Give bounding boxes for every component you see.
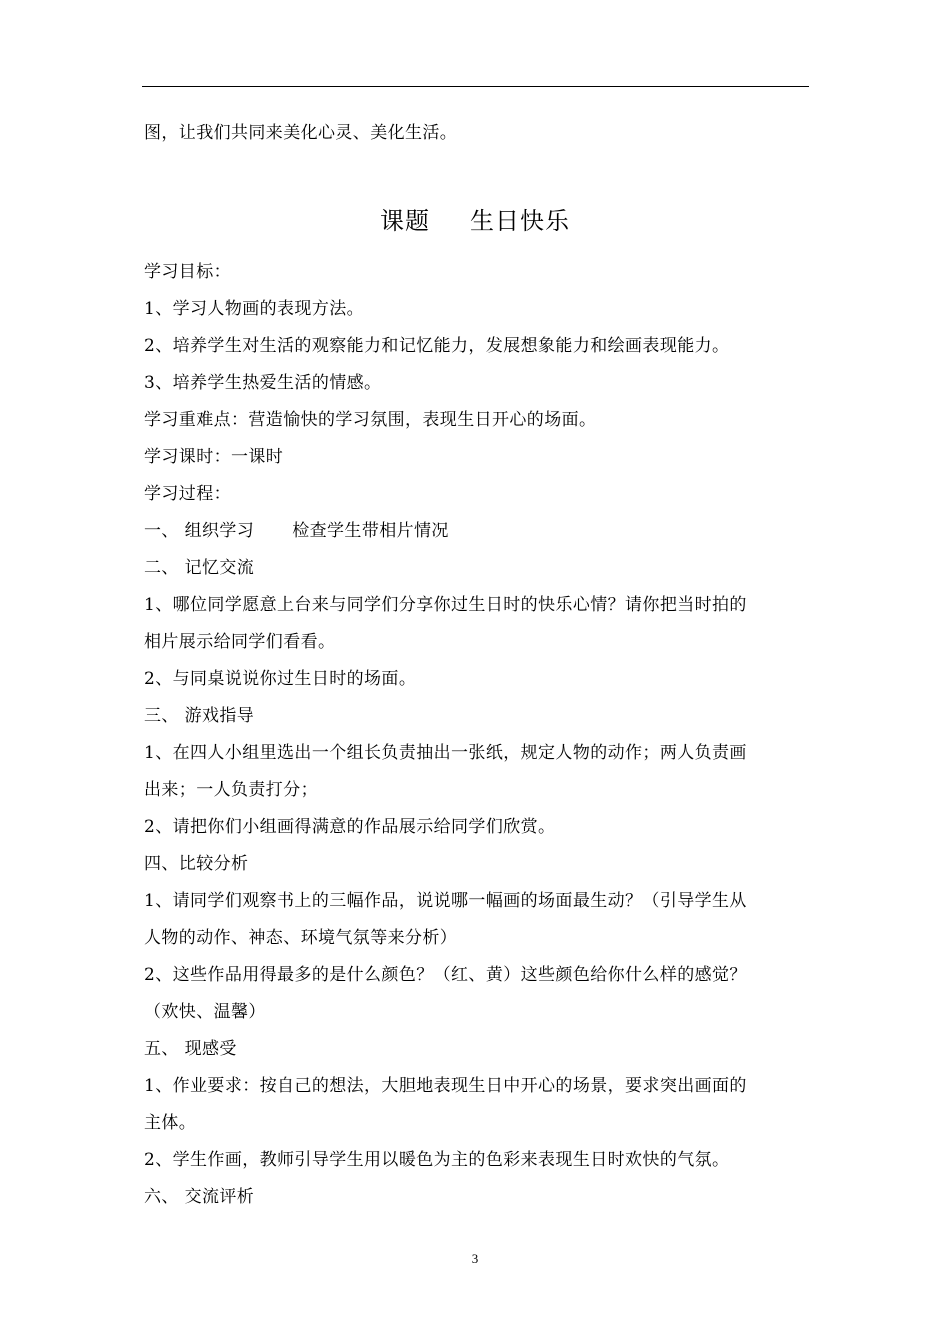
step-1-heading: 一、 组织学习 [144, 521, 255, 541]
step-1-line [144, 520, 449, 542]
body-line: （欢快、温馨） [144, 1002, 266, 1022]
step-1-detail: 检查学生带相片情况 [292, 521, 449, 541]
step-3-heading: 三、 游戏指导 [144, 706, 255, 726]
key-points: 学习重难点：营造愉快的学习氛围，表现生日开心的场面。 [144, 410, 597, 430]
class-hours: 学习课时：一课时 [144, 447, 284, 467]
lesson-title [0, 206, 950, 236]
objective-3: 3、培养学生热爱生活的情感。 [144, 373, 382, 393]
step-2-heading: 二、 记忆交流 [144, 558, 255, 578]
body-line: 1、作业要求：按自己的想法，大胆地表现生日中开心的场景，要求突出画面的 [144, 1076, 747, 1096]
body-line: 相片展示给同学们看看。 [144, 632, 336, 652]
body-line: 1、请同学们观察书上的三幅作品，说说哪一幅画的场面最生动？（引导学生从 [144, 891, 747, 911]
body-line: 2、请把你们小组画得满意的作品展示给同学们欣赏。 [144, 817, 556, 837]
body-line: 2、学生作画，教师引导学生用以暖色为主的色彩来表现生日时欢快的气氛。 [144, 1150, 730, 1170]
objectives-heading: 学习目标： [144, 262, 231, 282]
body-line: 2、与同桌说说你过生日时的场面。 [144, 669, 417, 689]
body-line: 主体。 [144, 1113, 197, 1133]
objective-1: 1、学习人物画的表现方法。 [144, 299, 365, 319]
process-heading: 学习过程： [144, 484, 231, 504]
step-6-heading: 六、 交流评析 [144, 1187, 255, 1207]
intro-tail-line: 图，让我们共同来美化心灵、美化生活。 [144, 123, 458, 143]
body-line: 1、在四人小组里选出一个组长负责抽出一张纸，规定人物的动作；两人负责画 [144, 743, 747, 763]
header-rule [142, 86, 809, 87]
title-label: 课题 [380, 207, 430, 235]
objective-2: 2、培养学生对生活的观察能力和记忆能力，发展想象能力和绘画表现能力。 [144, 336, 730, 356]
step-4-heading: 四、比较分析 [144, 854, 249, 874]
page-number: 3 [471, 1251, 479, 1266]
body-line: 1、哪位同学愿意上台来与同学们分享你过生日时的快乐心情？请你把当时拍的 [144, 595, 747, 615]
title-name: 生日快乐 [470, 207, 570, 235]
body-line: 人物的动作、神态、环境气氛等来分析） [144, 928, 458, 948]
body-line: 出来；一人负责打分； [144, 780, 318, 800]
body-line: 2、这些作品用得最多的是什么颜色？（红、黄）这些颜色给你什么样的感觉？ [144, 965, 747, 985]
step-5-heading: 五、 现感受 [144, 1039, 237, 1059]
